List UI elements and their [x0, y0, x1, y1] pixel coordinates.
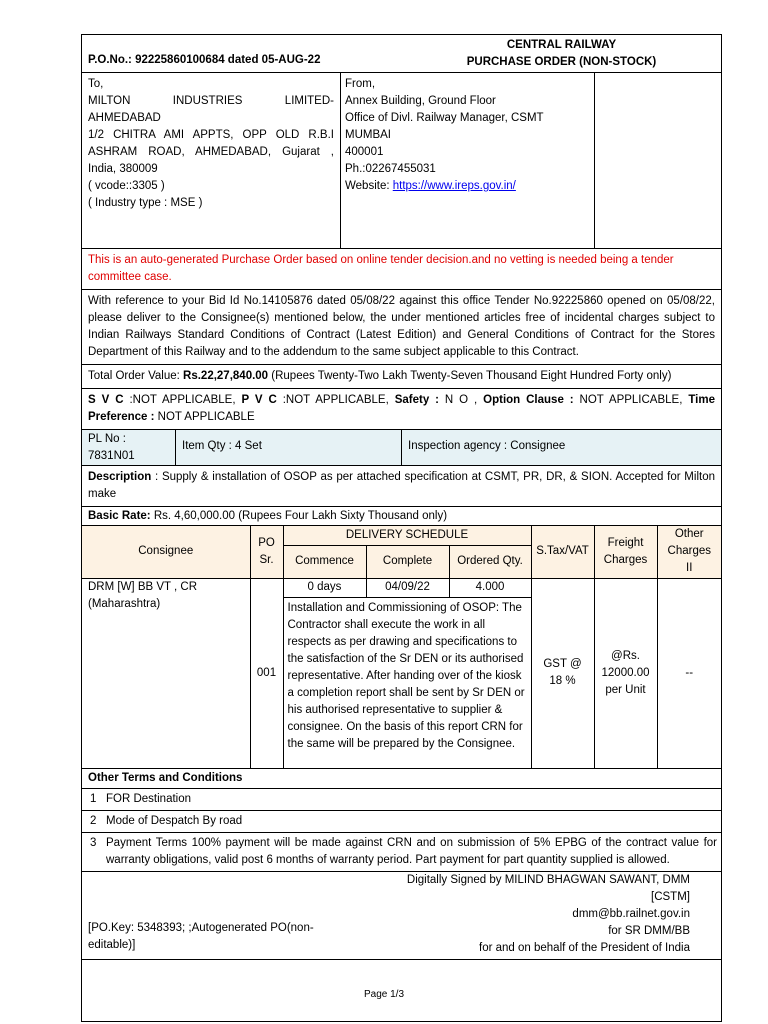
option-clause-value: NOT APPLICABLE, — [573, 394, 689, 406]
website-link[interactable]: https://www.ireps.gov.in/ — [392, 180, 516, 192]
term-text: FOR Destination — [106, 793, 192, 805]
pl-label: PL No : — [88, 433, 126, 445]
schedule-data-row — [82, 578, 721, 597]
railway-name: CENTRAL RAILWAY — [506, 39, 617, 51]
signatory-on-behalf: for SR DMM/BB — [608, 925, 690, 937]
header-titles — [402, 35, 721, 72]
basic-rate — [82, 507, 721, 526]
description-text: : Supply & installation of OSOP as per attached specification at CSMT, PR, DR, & SION. Accepted for Milton make — [88, 471, 715, 500]
installation-note: Installation and Commissioning of OSOP: The Contractor shall execute the work in all respects as per drawing and specifications to the satisfaction of the Sr DEN or its authorised representative. After handing over of the kiosk a completion report shall be sent by Sr DEN or his authorised representative to supplier & consignee. On the basis of this report CRN for the same will be prepared by the Consignee. — [283, 597, 531, 768]
to-line: ( vcode::3305 ) — [88, 180, 165, 192]
stax-cell: GST @ 18 % — [531, 578, 594, 768]
time-preference-value: NOT APPLICABLE — [154, 411, 255, 423]
ordered-qty-cell: 4.000 — [449, 578, 531, 597]
safety-label: Safety : — [394, 394, 439, 406]
consignee-header: Consignee — [82, 526, 250, 578]
po-number: P.O.No.: 92225860100684 dated 05-AUG-22 — [88, 54, 321, 66]
total-words: (Rupees Twenty-Two Lakh Twenty-Seven Thousand Eight Hundred Forty only) — [268, 370, 672, 382]
from-address — [341, 73, 595, 248]
schedule-header-row — [82, 526, 721, 545]
po-sr-header: PO Sr. — [250, 526, 283, 578]
ordered-qty-header: Ordered Qty. — [449, 545, 531, 578]
delivery-schedule — [82, 526, 721, 769]
to-label: To, — [88, 78, 104, 90]
freight-cell: @Rs. 12000.00 per Unit — [594, 578, 657, 768]
to-line: ( Industry type : MSE ) — [88, 197, 203, 209]
digital-signature — [342, 872, 721, 959]
terms-heading: Other Terms and Conditions — [82, 769, 721, 789]
safety-value: N O , — [438, 394, 484, 406]
term-text: Payment Terms 100% payment will be made against CRN and on submission of 5% EPBG of the contract value for warranty obligations, valid post 6 months of warranty period. Part payment for part quantity supplied is allowed. — [106, 837, 717, 866]
website-line — [345, 178, 590, 195]
po-sr-cell: 001 — [250, 578, 283, 768]
pvc-label: P V C — [241, 394, 277, 406]
term-number: 3 — [90, 837, 97, 849]
from-line: Annex Building, Ground Floor — [345, 95, 496, 107]
consignee-state: (Maharashtra) — [88, 597, 161, 610]
delivery-schedule-table — [82, 526, 721, 768]
option-clause-label: Option Clause : — [483, 394, 574, 406]
stax-header: S.Tax/VAT — [531, 526, 594, 578]
time-preference-label: Time Preference : — [88, 394, 715, 423]
basic-rate-label: Basic Rate: — [88, 510, 151, 522]
from-line: Office of Divl. Railway Manager, CSMT — [345, 112, 544, 124]
term-item — [82, 811, 721, 833]
blank-cell — [595, 73, 721, 248]
signatory-president: for and on behalf of the President of India — [479, 942, 690, 954]
website-label: Website: — [345, 180, 393, 192]
purchase-order-document — [81, 34, 722, 1022]
other-charges-header: Other Charges II — [657, 526, 721, 578]
item-quantity: Item Qty : 4 Set — [176, 430, 402, 465]
svc-value: :NOT APPLICABLE, — [123, 394, 242, 406]
freight-header: Freight Charges — [594, 526, 657, 578]
signature-block — [82, 872, 721, 960]
header-row — [82, 35, 721, 73]
from-line: 400001 — [345, 146, 384, 158]
inspection-agency: Inspection agency : Consignee — [408, 440, 566, 452]
consignee-name: DRM [W] BB VT , CR — [88, 580, 198, 593]
term-number: 2 — [90, 815, 97, 827]
to-line: 1/2 CHITRA AMI APPTS, OPP OLD R.B.I — [88, 129, 334, 141]
commence-cell: 0 days — [283, 578, 366, 597]
pl-number — [82, 430, 176, 465]
pvc-value: :NOT APPLICABLE, — [276, 394, 395, 406]
delivery-schedule-header: DELIVERY SCHEDULE — [283, 526, 531, 545]
from-line: Ph.:02267455031 — [345, 163, 436, 175]
complete-cell: 04/09/22 — [366, 578, 449, 597]
item-description — [82, 466, 721, 507]
complete-header: Complete — [366, 545, 449, 578]
term-item — [82, 833, 721, 872]
total-label: Total Order Value: — [88, 370, 184, 382]
address-row — [82, 73, 721, 249]
commence-header: Commence — [283, 545, 366, 578]
to-line: MILTON INDUSTRIES LIMITED- — [88, 95, 334, 107]
po-type: PURCHASE ORDER (NON-STOCK) — [466, 55, 657, 68]
page-number: Page 1/3 — [363, 989, 405, 1000]
from-line: MUMBAI — [345, 129, 391, 141]
term-item — [82, 789, 721, 811]
basic-rate-text: Rs. 4,60,000.00 (Rupees Four Lakh Sixty Thousand only) — [150, 510, 448, 522]
total-order-value — [82, 365, 721, 389]
to-line: ASHRAM ROAD, AHMEDABAD, Gujarat , — [88, 146, 334, 158]
to-line: India, 380009 — [88, 163, 158, 175]
signatory-name: Digitally Signed by MILIND BHAGWAN SAWANT, DMM — [406, 874, 690, 886]
from-label: From, — [345, 78, 376, 90]
auto-generated-notice: This is an auto-generated Purchase Order based on online tender decision.and no vetting is needed being a tender committee case. — [82, 249, 721, 290]
to-line: AHMEDABAD — [88, 112, 161, 124]
po-key: [PO.Key: 5348393; ;Autogenerated PO(non-editable)] — [88, 922, 314, 951]
term-text: Mode of Despatch By road — [106, 815, 243, 827]
total-amount: Rs.22,27,840.00 — [183, 370, 269, 382]
pl-value: 7831N01 — [88, 450, 135, 462]
item-info-row — [82, 430, 721, 466]
reference-paragraph: With reference to your Bid Id No.14105876 dated 05/08/22 against this office Tender No.92225860 opened on 05/08/22, please deliver to the Consignee(s) mentioned below, the under mentioned articles free of incidental charges subject to Indian Railways Standard Conditions of Contract (Latest Edition) and General Conditions of Contract for the Stores Department of this Railway and to the addendum to the same subject applicable to this Contract. — [82, 290, 721, 365]
signatory-email: dmm@bb.railnet.gov.in — [572, 908, 690, 920]
description-label: Description — [88, 471, 152, 483]
signatory-dept: [CSTM] — [651, 891, 690, 903]
contract-clauses — [82, 389, 721, 430]
to-address — [82, 73, 341, 248]
consignee-cell — [82, 578, 250, 768]
other-charges-cell: -- — [657, 578, 721, 768]
term-number: 1 — [90, 793, 97, 805]
svc-label: S V C — [88, 394, 124, 406]
